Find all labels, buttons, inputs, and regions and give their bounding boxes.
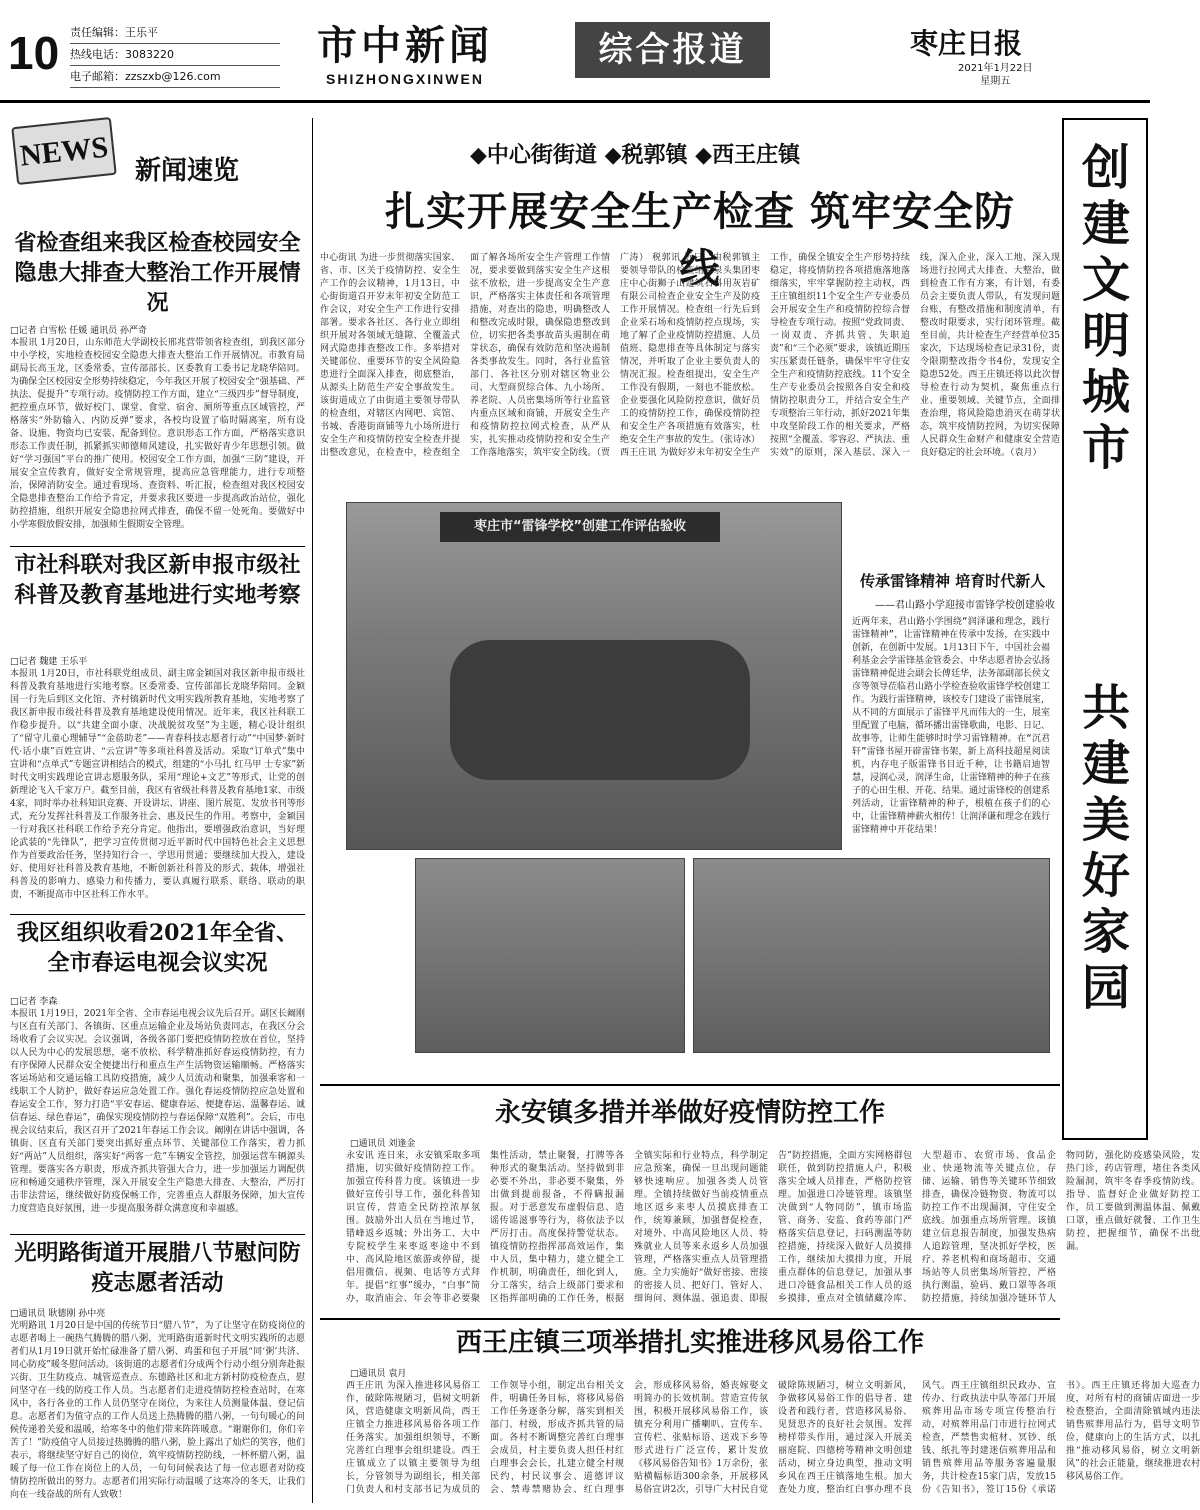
logo-chinese: 市中新闻 [317,22,493,69]
divider [10,1234,305,1235]
section-title: 综合报道 [575,22,770,78]
photo-feature-body: 近两年来，君山路小学围绕“润泽谦和理念，践行雷锋精神”，让雷锋精神在传承中发扬，在实践中创新，在创新中发展。1月13日下午，中国社会福利基金会学雷锋基金管委会、中华志愿者协会弘扬雷锋精神促进会副会长傅廷华，法务部副部长侯文彦等领导莅临君山路小学检查验收雷锋学校创建工作。为践行雷锋精神，该校专门建设了雷锋展室，从不同的方面展示了雷锋平凡而伟大的一生，展室里配置了电脑，循环播出雷锋歌曲，电影、日记、故事等，让师生能够时时学习雷锋精神。在“沉君轩”雷锋书屋开辟雷锋书架，新上高科技超星阅读机，内存电子版雷锋书目近千种，让书籍启迪智慧，浸润心灵，润泽生命，让雷锋精神的种子在孩子的心田生根、开花、结果。通过雷锋校的创建系列活动，让雷锋精神的种子，根植在孩子们的心中，让雷锋精神薪火相传！让润泽谦和理念在践行雷锋精神中开花结果！ [852,617,1051,835]
bottom-article-body: 西王庄讯 为深入推进移风易俗工作，破除陈规陋习，倡树文明新风，营造健康文明新风尚，西王庄镇全力推进移风易俗各项工作任务落实。加强组织领导，不断完善红白理事会组织建设。西王庄镇成立了以镇主要领导为组长，分管领导为副组长，相关部门负责人和村支部书记为成员的工作领导小组，制定出台相关文件，明确任务目标，将移风易俗工作任务逐条分解，落实到相关部门、村级，形成齐抓共管的局面。各村不断调整完善红白理事会成员，村主要负责人担任村红白理事会会长，扎建立健全村规民约，村民议事会、道德评议会、禁毒禁赌协会、红白理事会，形成移风易俗，婚丧嫁娶文明简办的长效机制。营造宣传氛围，积极开展移风易俗工作，该镇充分利用广播喇叭、宣传车、宣传栏、张贴标语、送戏下乡等形式进行广泛宣传，累计发放《移风易俗告知书》1万余份，张贴横幅标语300余条，开展移风易俗宣讲2次，引导广大村民自觉破除陈规陋习，树立文明新风，争做移风易俗工作的倡导者、建设者和践行者，营造移风易俗、见贤思齐的良好社会氛围。发挥榜样带头作用，通过深入开展美丽庭院、四德榜等精神文明创建活动，树立身边典型，推动文明乡风在西王庄镇落地生根。加大查处力度，整治红白事办理不良风气。西王庄镇组织民政办、宣传办、行政执法中队等部门开展殡葬用品市场专项宣传整治行动，对殡葬用品门市进行拉网式检查，严禁售卖棺材、冥钞、纸钱、纸扎等封建迷信殡葬用品和销售殡葬用品等服务客遍量服务，共计检查15家门店，发放15份《告知书》，签订15份《承诺书》。西王庄镇还将加大巡查力度，对所有村的商铺店面进一步检查整治，全面清除镇域内违法销售殡葬用品行为，倡导文明节俭，健康向上的生活方式，以扎推“推动移风易俗，树立文明新风”的社会正能量，继续推进农村移风易俗工作。 [346,1381,1200,1495]
issue-date [958,62,1033,88]
article-4-body: 光明路讯 1月20日是中国的传统节日“腊八节”，为了让坚守在防疫岗位的志愿者喝上一碗热气腾腾的腊八粥，光明路街道新时代文明实践所的志愿者们从1月19日就开始忙碌准备了腊八粥、鸡蛋和包子开展“同‘粥’共济、同心防疫”暖冬慰问活动。该街道的志愿者们分成两个行动小组分别奔赴振兴街、卫生防疫点、城管巡查点、东德路社区和北方新村防疫检查点，慰问坚守在一线的防疫工作人员。当志愿者们走进疫情防控检查站时，在寒风中，各行各业的工作人员仍坚守在岗位，为来往人员测量体温、登记信息。志愿者们为值守点的工作人员送上热腾腾的腊八粥，一句句暖心的问候传递着关爱和温暖，给寒冬中的他们带来阵阵暖意。“谢谢你们，你们辛苦了！”防疫值守人员接过热腾腾的腊八粥，脸上露出了灿烂的笑容，他们表示，将继续坚守好自己的岗位，筑牢疫情防控防线，一杯杯腊八粥，温暖了每一位工作在岗位上的人员，一句句问候表达了每一位志愿者对防疫情防控所做出的努力。志愿者们用实际行动温暖了这寒冷的冬天，让我们向在一线奋战的所有人致敬！ [10,1321,305,1500]
mid-article-headline: 永安镇多措并举做好疫情防控工作 [494,1098,885,1128]
date-text: 2021年1月22日 [958,63,1033,74]
divider [320,1084,1060,1086]
page-number: 10 [8,27,60,79]
news-brief-title: 新闻速览 [135,156,240,186]
masthead-rule [0,100,1150,103]
article-2-headline: 市社科联对我区新申报市级社科普及教育基地进行实地考察 [14,552,301,608]
top-story-kicker: ◆中心街街道 ◆税郭镇 ◆西王庄镇 [470,143,801,168]
article-2-byline: □记者 魏建 王乐平 [10,657,88,667]
bottom-article-headline: 西王庄镇三项举措扎实推进移风易俗工作 [455,1328,924,1358]
photo-feature-headline: 传承雷锋精神 培育时代新人 [860,572,1046,590]
logo-pinyin: SHIZHONGXINWEN [326,71,484,87]
bottom-article-byline: □通讯员 袁月 [350,1369,407,1379]
slogan-line-1: 创建文明城市 [1081,140,1130,476]
weekday-text: 星期五 [980,76,1011,87]
article-3-headline: 我区组织收看2021年全省、全市春运电视会议实况 [16,920,299,976]
top-story-headline: 扎实开展安全生产检查 筑牢安全防线 [385,189,1015,292]
article-2-body: 本报讯 1月20日，市社科联党组成员、副主席金颖国对我区新申报市级社科普及教育基地进行实地考察。区委常委、宣传部部长龙晓华陪同。金颖国一行先后到区文化馆、齐村镇新时代文明实践所教育基地，实地考察了我区新申报市级社科普及教育基地建设使用情况。近年来，我区社科联工作稳步提升。以“共建全面小康、决战脱贫攻坚”为主题，精心设计组织了“留守儿童心理辅导”“金蓓助老”——青春科技志愿者行动”“中国梦·新时代·话小康”百姓宣讲、“云宣讲”等多项社科普及活动。采取“订单式”集中宣讲和“点单式”专题宣讲相结合的模式，组建的“小马扎 红马甲 士专家”新时代文明实践理论宣讲志愿服务队，采用“理论+文艺”等形式，让党的创新理论飞入千家万户。截至目前，我区有省级社科普及教育基地1家、市级4家，同时举办社科知识竞赛、开设讲坛、讲座、图片展览、发放书刊等形式，充分发挥社科普及工作服务社会、惠及民生的作用。考察中，金颖国一行对我区社科联工作给予充分肯定。他指出，要增强政治意识，当好理论武装的“先锋队”，把学习宣传贯彻习近平新时代中国特色社会主义思想作为首要政治任务，坚持知行合一、学思用贯通；要继续加大投入，建设好、使用好社科普及教育基地，不断创新社科普及的形式、载体，增强社科普及的影响力、感染力和传播力，要认真履行联系、联络、联动的职责，不断提高市中区社科工作水平。 [10,669,305,900]
masthead-logo [300,14,510,87]
divider [10,914,305,915]
presentation-photo-right [693,858,1050,1053]
masthead-info [70,22,280,88]
slogan-line-2: 共建美好家园 [1081,680,1130,1016]
divider [10,546,305,547]
article-3-byline: □记者 李森 [10,997,58,1007]
meeting-table-shape [450,640,750,780]
meeting-banner: 枣庄市“雷锋学校”创建工作评估验收 [440,512,720,542]
mid-article-body: 永安讯 连日来，永安镇采取多项措施，切实做好疫情防控工作。加强宣传科普力度。该镇进一步做好宣传引导工作，强化科普知识宣传，营造全民防控浓厚氛围。鼓励外出人员在当地过节，错峰返乡返城；外出务工、大中专院校学生来枣返枣途中不到中、高风险地区旅游或停留，提倡用微信、视频、电话等方式拜年。提倡“红事”缓办，“白事”简办，取消庙会、年会等非必要聚集性活动，禁止聚餐，打牌等各种形式的聚集活动。坚持做到非必要不外出，非必要不聚集，外出做到提前报备，不得瞒报漏报。对于恶意发布虚假信息、造谣传谣滋事等行为，将依法予以严厉打击。高度保持警觉状态。镇疫情防控指挥部高效运作，集中人员，集中精力，建立健全工作机制，明确责任，细化到人，分工落实，结合上级部门要求和区指挥部明确的工作任务，根据全镇实际和行业特点，科学制定应急预案，确保一旦出现问题能够快速响应。加强各类人员管理。全镇持续做好当前疫情重点地区返乡来枣人员摸底排查工作，统筹兼顾，加强督促检查，对境外、中高风险地区人员、特殊就业人员等来永返乡人员加强管理，严格落实重点人员管理措施。全力实施好“做好密接、密接的密接人员、把好门、管好人、细询问、测体温、强追责、即报告”防控措施，全面方实网格群包联任，做到防控措施人户，积极落实全域人员排查，严格防控管理。加强进口冷链管理。该镇坚决做到“人物同防”，镇市场监管、商务、安监、食药等部门严格落实信息登记，扫码测温等防控措施，持续深入做好人员摸排工作，继续加大摸排力度，开展重点群体的信息登记，加强从事进口冷链食品相关工作人员的返乡摸排，重点对全镇储藏冷库、大型超市、农贸市场、食品企业、快递物流等关键点位，存储、运输、销售等关键环节细致排查，确保冷链物资、物流可以防控工作不出现漏洞，守住安全底线。加强重点场所管理。该镇建立信息报告制度，加强发热病人追踪管理，坚决抓好学校，医疗、养老机构和商场超市、交通场站等人员密集场所管控，严格执行测温，验码、戴口罩等各项防控措施，持续加强冷链环节人物同防，强化防疫感染风险，发热门诊，药店管理，堵住各类风险漏洞，筑牢冬春季疫情防线。指导、监督好企业做好防控工作，员工要做到测温体温、佩戴口罩，重点做好就餐、工作卫生防控，把握细节，确保不出纰漏。 [346,1151,1200,1304]
article-1-headline: 省检查组来我区检查校园安全隐患大排查大整治工作开展情况 [14,230,301,316]
article-3-body: 本报讯 1月19日，2021年全省、全市春运电视会议先后召开。副区长阚刚与区直有关部门、各镇街、区重点运输企业及场站负责同志，在我区分会场收看了会议实况。会议强调，各级各部门要把疫情防控放在首位，坚持以人民为中心的发展思想，毫不放松、科学精准抓好春运疫情防控，有力有序保障人民群众安全便捷出行和重点生产生活物资运输顺畅。严格落实客运场站和交通运输工具防疫措施，减少人员流动和聚集，加强乘客和一线职工个人防护，做好春运应急处置工作。强化春运疫情防控应急处置和春运安全工作，努力打造“平安春运、健康春运、便捷春运、温馨春运、诚信春运、绿色春运”，确保实现疫情防控与春运保障“双胜利”。会后，市电视会议结束后，我区召开了2021年春运工作会议。阚刚在讲话中强调，各镇街、区直有关部门要突出抓好重点环节、关键部位工作落实，着力抓好“两站”人员组织，落实好“两客一危”车辆安全管控，加强运营车辆源头管理。要落实各方职责，形成齐抓共管强大合力，进一步加强运力调配供应和畅通交通秩序管理，深入开展安全生产隐患大排查、大整治，严厉打击非法营运，继续做好防疫保畅工作，完善重点人群服务保障，加大宣传力度营造良好氛围，进一步提高服务群众满意度和幸福感。 [10,1009,305,1214]
article-1-byline: □记者 白雪松 任媛 通讯员 孙严奇 [10,326,147,336]
paper-name: 枣庄日报 [910,27,1023,60]
article-4-byline: □通讯员 耿德刚 孙中亮 [10,1309,106,1319]
top-story-body: 中心街讯 为进一步贯彻落实国家、省、市、区关于疫情防控、安全生产工作的会议精神，1月13日，中心街街道召开岁末年初安全防范工作会议，对安全生产工作进行安排部署。要求各社区、各行业立即组织开展对各领域无缝隙、全覆盖式网式隐患排查整改工作。多举措对关键部位、重要环节的安全风险隐患进行全面深入排查，彻底整治，从源头上防范生产安全事故发生。该街道成立了由街道主要领导带队的检查组，对辖区内网吧、宾馆、书城、香港街商铺等九小场所进行安全生产和疫情防控安全检查并提出整改意见，在检查中，检查组全面了解各场所安全生产管理工作情况，要求要做到落实安全生产这根弦不放松，进一步提高安全生产意识，严格落实主体责任和各项管理措施，对查出的隐患，明确整改人和整改完成时限，确保隐患整改到位，切实把各类事故苗头遏制在萌芽状态，确保有效防范和坚决遏制各类事故发生。同时，各行业监管部门、各社区分别对辖区物业公司、大型商贸综合体、九小场所、养老院、人员密集场所等行业监管内重点区域和商铺，开展安全生产和疫情防控拉网式检查，从严从实，扎实推动疫情防控和安全生产工作落地落实，筑牢安全防线。（贾广涛） 税郭讯 近日，由税郭镇主要领导带队的检查组到泉头集团枣庄中心街狮子山建筑石料用灰岩矿有限公司检查企业安全生产及防疫工作开展情况。检查组一行先后到企业采石场和疫情防控点现场，实地了解了企业疫情防控措施、人员值班、隐患排查等具体制定与落实情况，并听取了企业主要负责人的情况汇报。检查组提出，安全生产工作没有假期，一刻也不能放松。企业要强化风险防控意识，做好员工的疫情防控工作，确保疫情防控和安全生产各项措施有效落实，杜绝安全生产事故的发生。（张诗冰） 西王庄讯 为做好岁末年初安全生产工作，确保全镇安全生产形势持续稳定，将疫情防控各项措施落地落细落实，牢牢掌握防控主动权，西王庄镇组织11个安全生产专业委员会开展安全生产和疫情防控综合督导检查专项行动。按照“党政同责、一岗双责、齐抓共管、失职追责”和“三个必须”要求，该镇近期压实压紧责任链条，确保牢牢守住安全生产和疫情防控底线。11个安全生产专业委员会按照各自安全和疫情防控职责分工，并结合安全生产专项整治三年行动，抓好2021年集中攻坚阶段工作的相关要求，严格按照“全覆盖、零容忍、严执法、重实效”的原则，深入基层、深入一线，深入企业，深入工地、深入现场进行拉网式大排查、大整治，做到检查工作有方案，有计划，有委员会主要负责人带队，有发现问题台账，有整改措施和制度清单，有整改时限要求，实行闭环管理。截至目前，共计检查生产经营单位35家次，下达现场检查记录31份，责令限期整改指令书4份，发现安全隐患52处。西王庄镇还将以此次督导检查行动为契机，聚焦重点行业、重要领域、关键节点，全面排查治理，将风险隐患消灭在萌芽状态，筑牢疫情防控网，为切实保障人民群众生命财产和健康安全营造良好稳定的社会环境。（袁月） [320,253,1060,458]
article-4-headline: 光明路街道开展腊八节慰问防疫志愿者活动 [14,1240,301,1296]
hotline-line: 热线电话：3083220 [70,44,280,66]
mid-article-byline: □通讯员 刘逢金 [350,1139,416,1149]
article-1-body: 本报讯 1月20日，山东师范大学副校长邢兆营带领省检查组，到我区部分中小学校，实地检查校园安全隐患大排查大整治工作开展情况。市教育局副局长高玉龙，区委常委、宣传部部长、区委教育工委书记龙晓华陪同。为确保全区校园安全形势持续稳定，今年我区开展了校园安全“强基础、严执法、促提升”专项行动。疫情防控工作方面，建立“三级四步”督导制度，把控重点环节，做好校门、课堂、食堂、宿舍、厕所等重点区域管控，严格落实“外防输入、内防反弹”要求，各校均设置了临时隔离室，所有设备、设施、物资均已安装、配备到位。意识形态工作方面，严格落实意识形态工作责任制，抓紧抓实师德师风建设，扎实做好青少年思想引领。做好“学习强国”平台的推广使用。校园安全工作方面，加强“三防”建设，开展安全宣传教育，做好安全常规管理，提高应急管理能力，进行专项整治，保障消防安全。通过看现场、查资料、听汇报，检查组对我区校园安全隐患排查整治工作给予肯定，并要求我区要进一步提高政治站位，强化防控措施，组织开展安全隐患拉网式排查，确保不留一处死角。要做好中小学寒假放假安排，加强师生假期安全管理。 [10,338,305,530]
column-divider [312,118,313,1503]
email-line: 电子邮箱：zzszxb@126.com [70,66,280,88]
vertical-slogan-box [1062,118,1148,1140]
news-badge: NEWS [11,117,117,185]
divider [320,1318,1060,1320]
editor-line: 责任编辑：王乐平 [70,22,280,44]
photo-feature-subhead: ——君山路小学迎接市雷锋学校创建验收 [875,600,1055,611]
presentation-photo-left [415,858,685,1053]
